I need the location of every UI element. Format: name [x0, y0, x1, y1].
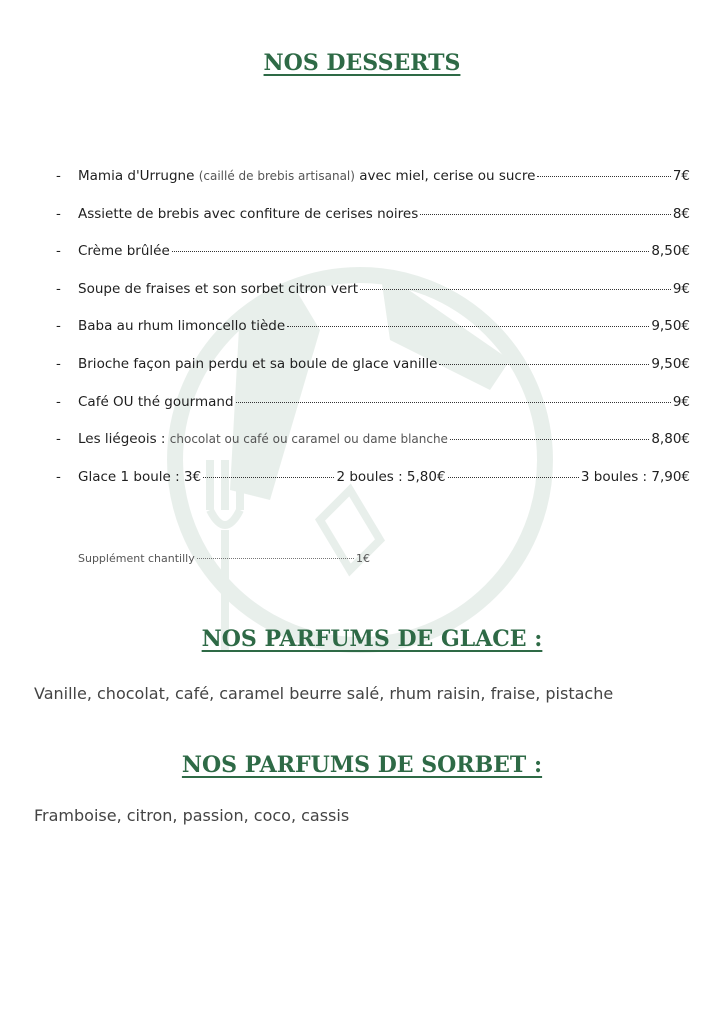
dot-leader — [448, 477, 579, 478]
item-price: 9,50€ — [651, 355, 690, 372]
item-dash: - — [56, 280, 61, 297]
dessert-item — [56, 281, 690, 319]
glace-three-scoops: 3 boules : 7,90€ — [580, 468, 691, 485]
dot-leader — [537, 176, 670, 177]
dot-leader — [236, 402, 671, 403]
item-name: Mamia d'Urrugne — [78, 168, 195, 184]
glace-flavors-list: Vanille, chocolat, café, caramel beurre salé, rhum raisin, fraise, pistache — [34, 684, 614, 703]
item-name: Baba au rhum limoncello tiède — [78, 318, 286, 335]
item-dash: - — [56, 431, 61, 448]
supplement-label: Supplément chantilly — [78, 552, 195, 565]
item-dash: - — [56, 168, 61, 184]
dot-leader — [203, 477, 334, 478]
supplement-price: 1€ — [356, 552, 370, 565]
dessert-item — [56, 168, 690, 206]
glace-one-scoop: Glace 1 boule : 3€ — [78, 468, 202, 485]
dessert-item — [56, 206, 690, 244]
dot-leader — [172, 251, 650, 252]
item-price: 7€ — [672, 168, 690, 184]
dot-leader — [360, 289, 671, 290]
item-name: Assiette de brebis avec confiture de cerises noires — [78, 205, 419, 222]
dot-leader — [197, 558, 354, 559]
dot-leader — [287, 326, 649, 327]
dot-leader — [420, 214, 671, 215]
glace-two-scoops: 2 boules : 5,80€ — [336, 468, 446, 485]
sorbet-flavors-list: Framboise, citron, passion, coco, cassis — [34, 806, 350, 825]
glace-item — [56, 469, 690, 507]
dessert-item — [56, 431, 690, 469]
dessert-list — [56, 168, 690, 506]
item-name: Soupe de fraises et son sorbet citron vert — [78, 280, 359, 297]
glace-flavors-title: NOS PARFUMS DE GLACE : — [201, 626, 543, 652]
dot-leader — [439, 364, 649, 365]
item-price: 9€ — [672, 280, 690, 297]
dessert-item — [56, 243, 690, 281]
item-dash: - — [56, 355, 61, 372]
item-note: chocolat ou café ou caramel ou dame blanche — [169, 432, 448, 447]
item-dash: - — [56, 243, 61, 260]
dessert-item — [56, 318, 690, 356]
item-dash: - — [56, 468, 61, 485]
item-price: 9,50€ — [651, 318, 690, 335]
dessert-item — [56, 394, 690, 432]
item-price: 8,80€ — [651, 431, 690, 448]
dot-leader — [450, 439, 649, 440]
desserts-title: NOS DESSERTS — [263, 50, 461, 76]
item-dash: - — [56, 393, 61, 410]
item-dash: - — [56, 318, 61, 335]
item-price: 9€ — [672, 393, 690, 410]
item-name: Brioche façon pain perdu et sa boule de glace vanille — [78, 355, 438, 372]
item-note: (caillé de brebis artisanal) — [198, 169, 355, 183]
supplement-line — [78, 552, 370, 565]
item-price: 8,50€ — [651, 243, 690, 260]
item-name: Crème brûlée — [78, 243, 170, 260]
dessert-item — [56, 356, 690, 394]
item-dash: - — [56, 205, 61, 222]
sorbet-flavors-title: NOS PARFUMS DE SORBET : — [181, 752, 543, 778]
item-name-suffix: avec miel, cerise ou sucre — [359, 168, 536, 184]
item-name: Les liégeois : — [78, 431, 166, 448]
item-price: 8€ — [672, 205, 690, 222]
item-name: Café OU thé gourmand — [78, 393, 234, 410]
